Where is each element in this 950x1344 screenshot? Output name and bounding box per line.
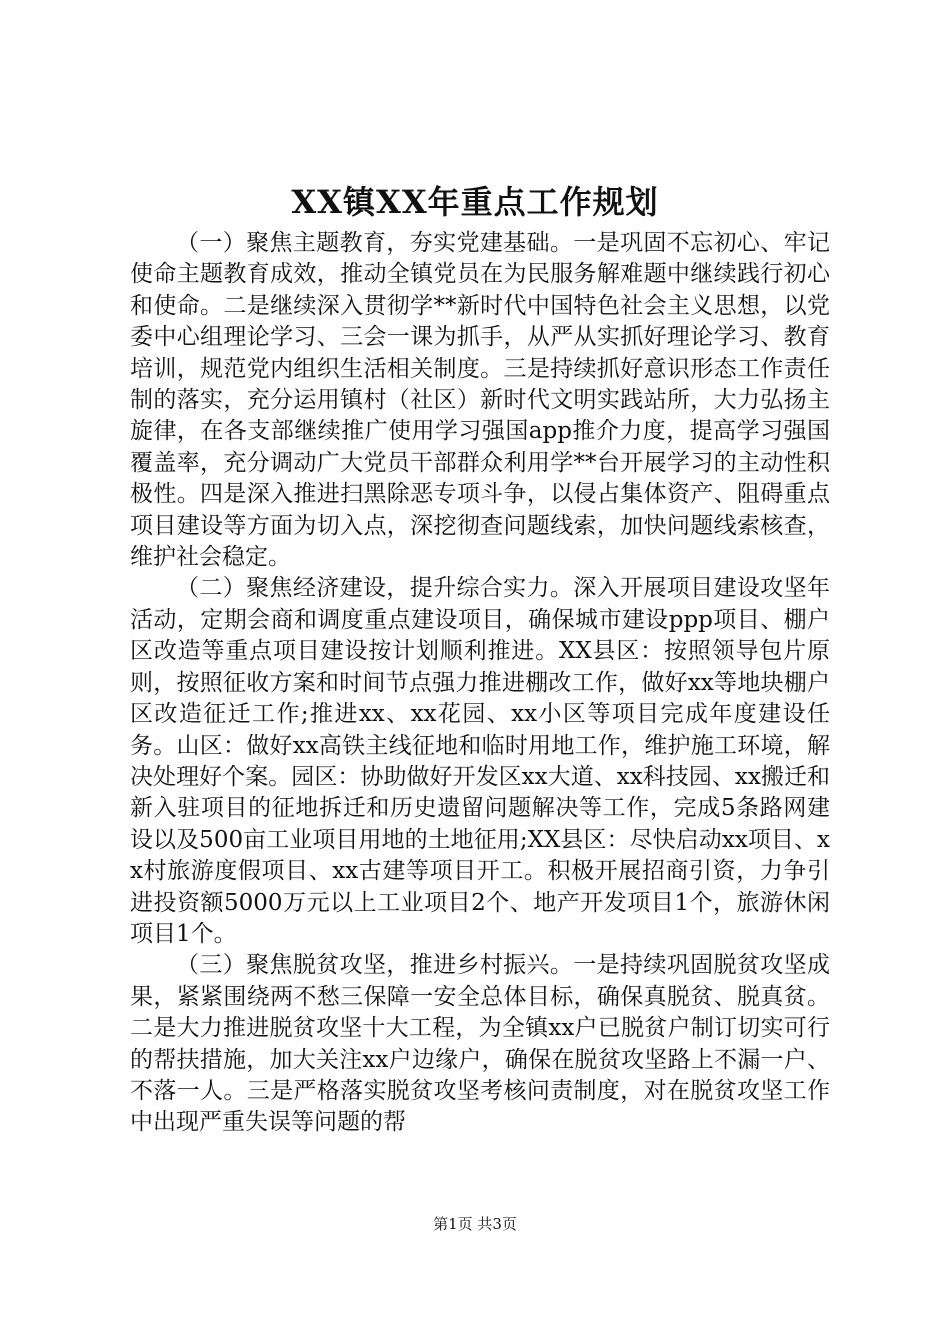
page-number-footer: 第1页 共3页 [433, 1215, 517, 1233]
paragraph-2: （二）聚焦经济建设，提升综合实力。深入开展项目建设攻坚年活动，定期会商和调度重点建设项目，确保城市建设ppp项目、棚户区改造等重点项目建设按计划顺利推进。XX县区：按照领导包片原则，按照征收方案和时间节点强力推进棚改工作，做好xx等地块棚户区改造征迁工作;推进xx、xx花园、xx小区等项目完成年度建设任务。山区：做好xx高铁主线征地和临时用地工作，维护施工环境，解决处理好个案。园区：协助做好开发区xx大道、xx科技园、xx搬迁和新入驻项目的征地拆迁和历史遗留问题解决等工作，完成5条路网建设以及500亩工业项目用地的土地征用;XX县区：尽快启动xx项目、xx村旅游度假项目、xx古建等项目开工。积极开展招商引资，力争引进投资额5000万元以上工业项目2个、地产开发项目1个，旅游休闲项目1个。 [130, 575, 830, 947]
paragraph-1: （一）聚焦主题教育，夯实党建基础。一是巩固不忘初心、牢记使命主题教育成效，推动全镇党员在为民服务解难题中继续践行初心和使命。二是继续深入贯彻学**新时代中国特色社会主义思想，以党委中心组理论学习、三会一课为抓手，从严从实抓好理论学习、教育培训，规范党内组织生活相关制度。三是持续抓好意识形态工作责任制的落实，充分运用镇村（社区）新时代文明实践站所，大力弘扬主旋律，在各支部继续推广使用学习强国app推介力度，提高学习强国覆盖率，充分调动广大党员干部群众利用学**台开展学习的主动性积极性。四是深入推进扫黑除恶专项斗争，以侵占集体资产、阻碍重点项目建设等方面为切入点，深挖彻查问题线索，加快问题线索核查，维护社会稳定。 [130, 230, 830, 571]
document-body [130, 228, 830, 1139]
paragraph-3: （三）聚焦脱贫攻坚，推进乡村振兴。一是持续巩固脱贫攻坚成果，紧紧围绕两不愁三保障一安全总体目标，确保真脱贫、脱真贫。二是大力推进脱贫攻坚十大工程，为全镇xx户已脱贫户制订切实可行的帮扶措施，加大关注xx户边缘户，确保在脱贫攻坚路上不漏一户、不落一人。三是严格落实脱贫攻坚考核问责制度，对在脱贫攻坚工作中出现严重失误等问题的帮 [130, 952, 830, 1136]
document-title: XX镇XX年重点工作规划 [291, 183, 659, 221]
